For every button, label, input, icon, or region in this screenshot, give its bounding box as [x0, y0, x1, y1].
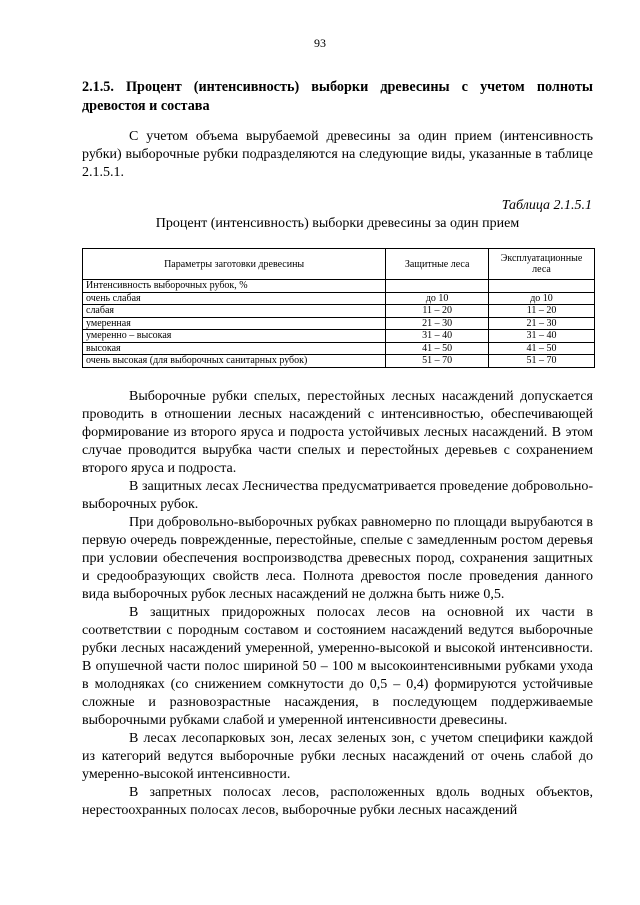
row-operational-value: 11 – 20 — [489, 305, 595, 318]
row-parameter: очень высокая (для выборочных санитарных рубок) — [83, 355, 386, 368]
header-protective-forests: Защитные леса — [386, 249, 489, 280]
body-paragraph: В защитных придорожных полосах лесов на основной их части в соответствии с породным составом и состоянием насаждений ведутся выборочные рубки лесных насаждений умеренной, умеренно-высокой и высокой интенсивности. В опушечной части полос шириной 50 – 100 м высокоинтенсивными рубками ухода в молодняках (со снижением сомкнутости до 0,5 – 0,4) формируются устойчивые сложные и разновозрастные насаждения, в последующем поддерживаемые выборочными рубками слабой и умеренной интенсивности древесины. — [82, 605, 593, 728]
table-header-row — [83, 249, 595, 280]
header-parameters: Параметры заготовки древесины — [83, 249, 386, 280]
table-row — [83, 292, 595, 305]
row-parameter: умеренно – высокая — [83, 330, 386, 343]
body-paragraph: При добровольно-выборочных рубках равномерно по площади вырубаются в первую очередь поврежденные, перестойные, спелые с замедленным ростом деревья при условии обеспечения воспроизводства древесных пород, сохранения защитных и средообразующих свойств леса. Полнота древостоя после проведения данного вида выборочных рубок лесных насаждений не должна быть ниже 0,5. — [82, 515, 593, 602]
row-protective-value: 31 – 40 — [386, 330, 489, 343]
table-caption: Процент (интенсивность) выборки древесины за один прием — [155, 216, 520, 231]
table-label: Таблица 2.1.5.1 — [501, 198, 592, 213]
row-protective-value: 21 – 30 — [386, 317, 489, 330]
row-parameter: очень слабая — [83, 292, 386, 305]
row-operational-value: до 10 — [489, 292, 595, 305]
row-operational-value: 21 – 30 — [489, 317, 595, 330]
row-protective-value: до 10 — [386, 292, 489, 305]
table-row — [83, 330, 595, 343]
table-row — [83, 317, 595, 330]
header-operational-forests: Эксплуатационные леса — [489, 249, 595, 280]
table-cell — [386, 280, 489, 293]
row-parameter: высокая — [83, 342, 386, 355]
row-operational-value: 51 – 70 — [489, 355, 595, 368]
row-protective-value: 41 – 50 — [386, 342, 489, 355]
body-text — [82, 388, 593, 820]
section-heading: 2.1.5. Процент (интенсивность) выборки древесины с учетом полноты древостоя и состава — [82, 79, 593, 114]
table-row — [83, 342, 595, 355]
group-label: Интенсивность выборочных рубок, % — [83, 280, 386, 293]
body-paragraph: В защитных лесах Лесничества предусматривается проведение добровольно-выборочных рубок. — [82, 479, 593, 512]
table-row — [83, 305, 595, 318]
table-row — [83, 355, 595, 368]
row-parameter: слабая — [83, 305, 386, 318]
row-protective-value: 11 – 20 — [386, 305, 489, 318]
body-paragraph: Выборочные рубки спелых, перестойных лесных насаждений допускается проводить в отношении лесных насаждений с интенсивностью, обеспечивающей формирование из второго яруса и подроста устойчивых лесных насаждений. В этом случае проводится вырубка части спелых и перестойных деревьев с сохранением второго яруса и подроста. — [82, 389, 593, 476]
row-parameter: умеренная — [83, 317, 386, 330]
row-operational-value: 31 – 40 — [489, 330, 595, 343]
body-paragraph: В лесах лесопарковых зон, лесах зеленых зон, с учетом специфики каждой из категорий ведутся выборочные рубки лесных насаждений от очень слабой до умеренно-высокой интенсивности. — [82, 731, 593, 782]
row-protective-value: 51 – 70 — [386, 355, 489, 368]
intro-paragraph: С учетом объема вырубаемой древесины за один прием (интенсивность рубки) выборочные рубки подразделяются на следующие виды, указанные в таблице 2.1.5.1. — [82, 129, 593, 180]
row-operational-value: 41 – 50 — [489, 342, 595, 355]
table-cell — [489, 280, 595, 293]
intensity-table — [82, 248, 595, 368]
table-group-row — [83, 280, 595, 293]
page-number: 93 — [314, 36, 326, 50]
body-paragraph: В запретных полосах лесов, расположенных вдоль водных объектов, нерестоохранных полосах лесов, выборочные рубки лесных насаждений — [82, 785, 593, 818]
